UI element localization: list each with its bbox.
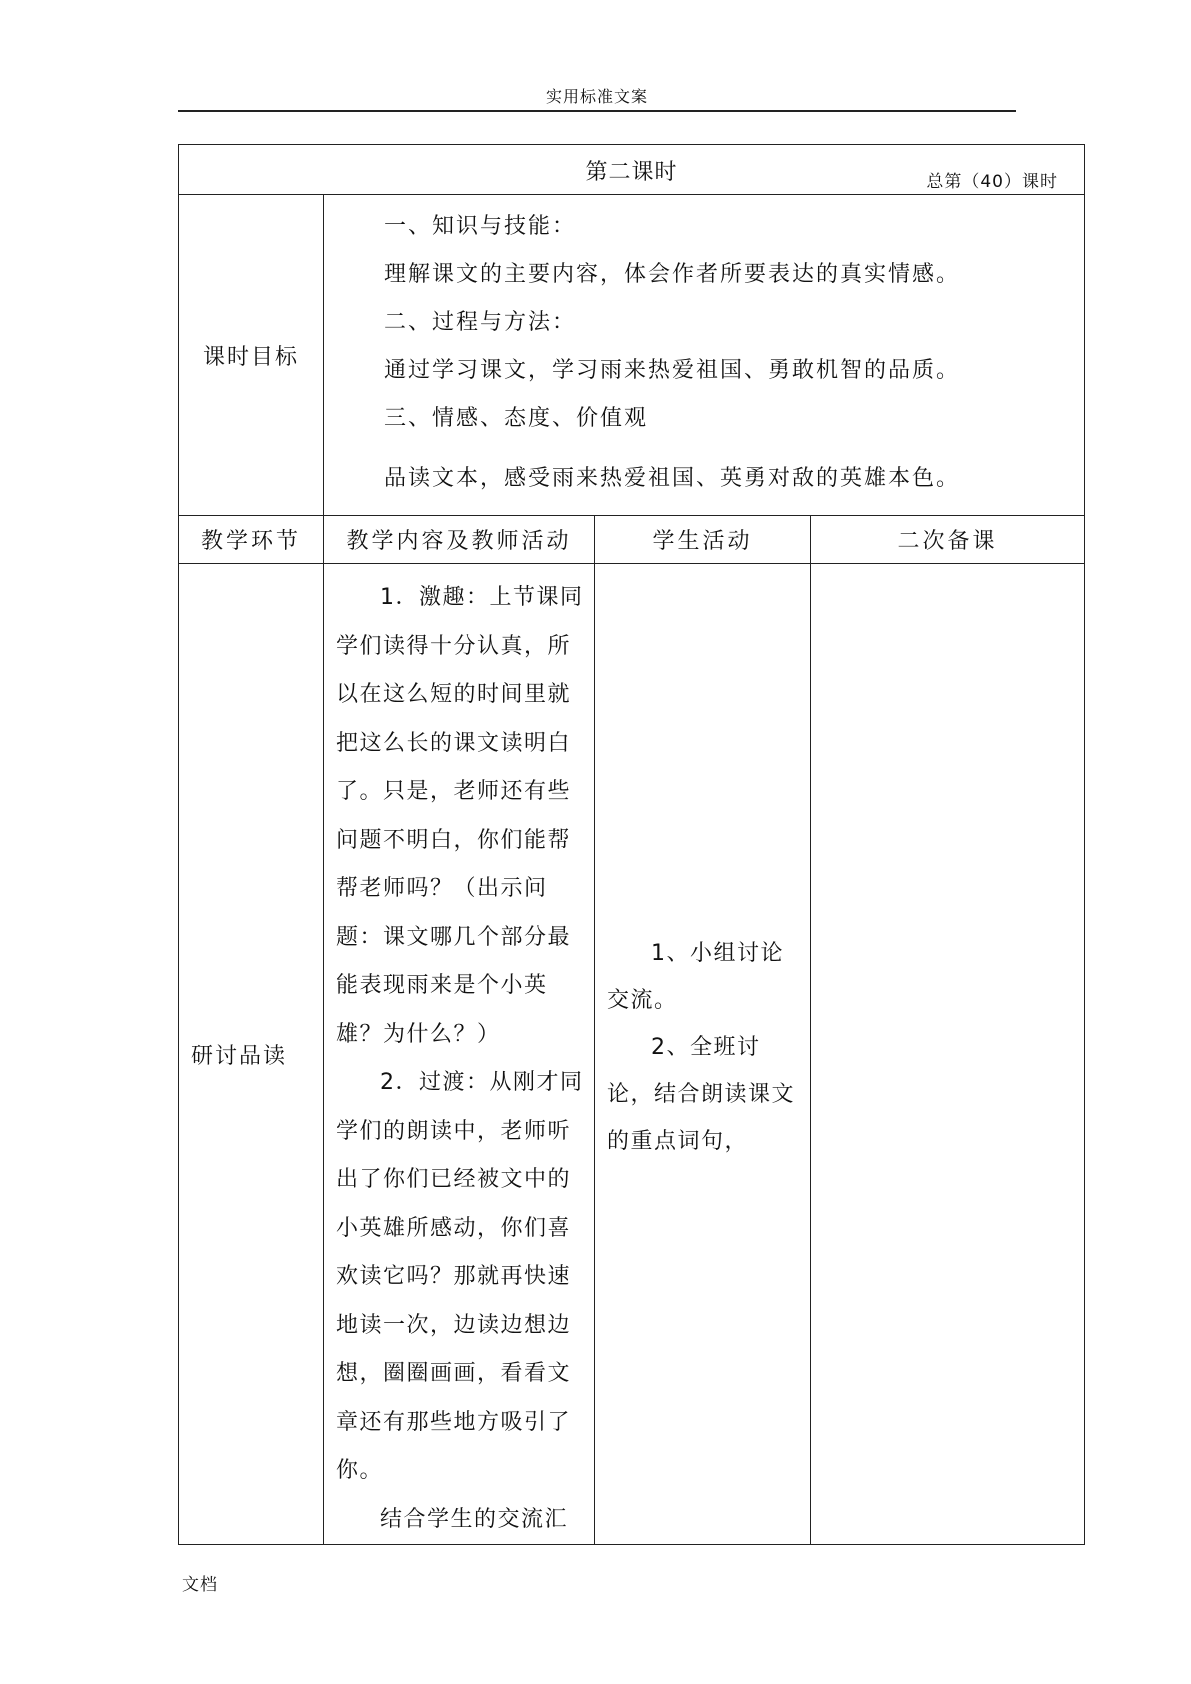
objectives-label: 课时目标 xyxy=(179,195,324,516)
teacher-paragraph: 2．过渡：从刚才同学们的朗读中，老师听出了你们已经被文中的小英雄所感动，你们喜欢读它吗？那就再快速地读一次，边读边想边想，圈圈画画，看看文章还有那些地方吸引了你。 xyxy=(336,1070,584,1483)
title-row xyxy=(179,145,1085,195)
column-header-notes: 二次备课 xyxy=(811,516,1085,564)
activity-row xyxy=(179,564,1085,1545)
objectives-content xyxy=(324,195,1085,516)
title-cell xyxy=(179,145,1085,195)
teacher-paragraph: 结合学生的交流汇 xyxy=(380,1506,569,1532)
page-header: 实用标准文案 xyxy=(545,87,648,106)
teacher-activity-cell xyxy=(324,564,595,1545)
header-rule xyxy=(178,110,1016,112)
student-paragraph: 1、小组讨论交流。 xyxy=(607,941,784,1013)
lesson-title: 第二课时 xyxy=(585,160,678,185)
objectives-row xyxy=(179,195,1085,516)
column-header-student: 学生活动 xyxy=(595,516,811,564)
objective-line: 一、知识与技能： xyxy=(384,214,577,239)
student-paragraph: 2、全班讨论，结合朗读课文的重点词句， xyxy=(607,1035,796,1154)
teacher-paragraph: 1．激趣：上节课同学们读得十分认真，所以在这么短的时间里就把这么长的课文读明白了。只是，老师还有些问题不明白，你们能帮帮老师吗？（出示问题：课文哪几个部分最能表现雨来是个小英雄？为什么？） xyxy=(336,585,584,1047)
total-lesson-count: 总第（40）课时 xyxy=(926,172,1058,192)
notes-cell xyxy=(811,564,1085,1545)
objective-line: 品读文本，感受雨来热爱祖国、英勇对敌的英雄本色。 xyxy=(384,466,961,491)
column-header-row xyxy=(179,516,1085,564)
column-header-teacher: 教学内容及教师活动 xyxy=(324,516,595,564)
objective-line: 理解课文的主要内容，体会作者所要表达的真实情感。 xyxy=(384,262,961,287)
section-name: 研讨品读 xyxy=(179,564,324,1545)
student-activity-cell xyxy=(595,564,811,1545)
lesson-plan-table xyxy=(178,144,1085,1545)
page-footer: 文档 xyxy=(182,1575,218,1595)
objective-line: 二、过程与方法： xyxy=(384,310,577,335)
objective-line: 通过学习课文，学习雨来热爱祖国、勇敢机智的品质。 xyxy=(384,358,961,383)
column-header-section: 教学环节 xyxy=(179,516,324,564)
objective-line: 三、情感、态度、价值观 xyxy=(384,406,649,431)
